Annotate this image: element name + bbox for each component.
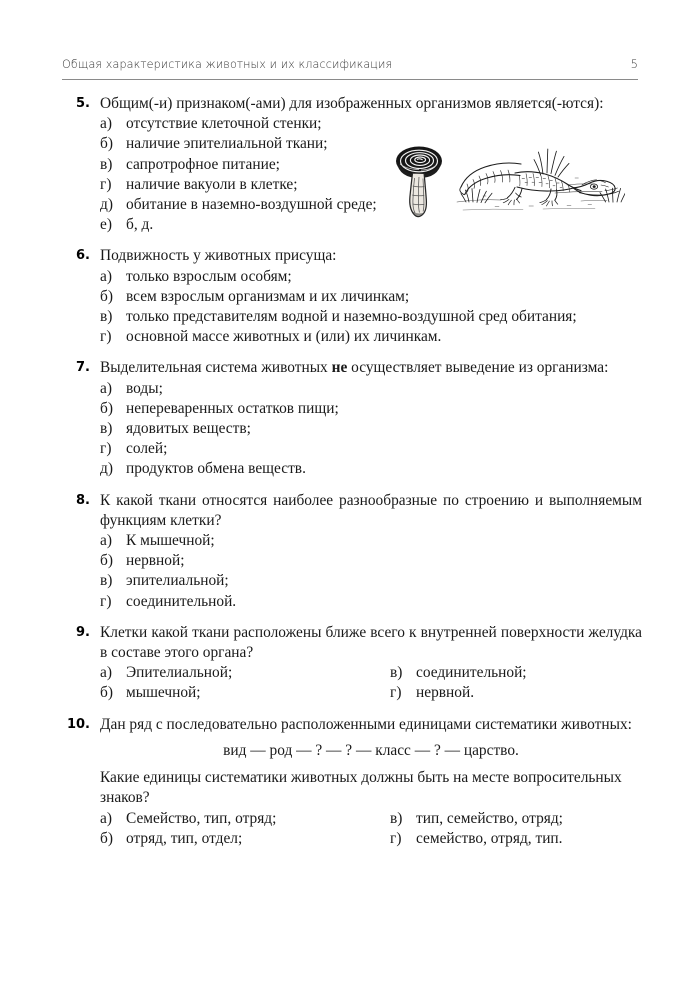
option-letter: в) bbox=[100, 155, 113, 173]
option-item[interactable] bbox=[100, 215, 642, 235]
question-7-stem-emphasis: не bbox=[331, 359, 348, 377]
question-5-options bbox=[100, 114, 642, 235]
option-text: наличие вакуоли в клетке; bbox=[126, 175, 298, 193]
question-7-stem-part1: Выделительная система животных bbox=[100, 359, 332, 377]
page-number: 5 bbox=[630, 57, 638, 71]
option-item[interactable] bbox=[100, 551, 642, 571]
option-letter: а) bbox=[100, 379, 112, 397]
option-item[interactable] bbox=[100, 175, 642, 195]
option-item[interactable] bbox=[100, 419, 642, 439]
option-text: К мышечной; bbox=[126, 532, 215, 550]
question-10-stem: Дан ряд с последовательно расположенными единицами систематики животных: bbox=[100, 715, 632, 733]
question-5 bbox=[62, 94, 642, 235]
option-item[interactable] bbox=[100, 287, 642, 307]
running-head bbox=[62, 57, 638, 71]
option-text: основной массе животных и (или) их личинкам. bbox=[126, 328, 442, 346]
option-item[interactable] bbox=[100, 195, 642, 215]
question-6 bbox=[62, 246, 642, 347]
option-item[interactable] bbox=[100, 114, 642, 134]
option-item[interactable] bbox=[100, 267, 642, 287]
option-letter: а) bbox=[100, 809, 112, 827]
question-9-number: 9. bbox=[76, 624, 90, 640]
option-text: нервной; bbox=[126, 552, 185, 570]
option-text: мышечной; bbox=[126, 684, 201, 702]
option-text: тип, семейство, отряд; bbox=[416, 809, 563, 827]
question-10-subquestion: Какие единицы систематики животных должны быть на месте вопросительных знаков? bbox=[100, 769, 622, 807]
question-8-number: 8. bbox=[76, 492, 90, 508]
option-item[interactable] bbox=[100, 683, 390, 703]
option-letter: а) bbox=[100, 532, 112, 550]
option-letter: д) bbox=[100, 460, 113, 478]
header-divider-rule bbox=[62, 79, 638, 80]
question-10-taxonomy-sequence: вид — род — ? — ? — класс — ? — царство. bbox=[223, 741, 519, 759]
question-9 bbox=[62, 623, 642, 704]
question-10-number: 10. bbox=[66, 716, 90, 732]
option-letter: а) bbox=[100, 267, 112, 285]
option-text: соединительной. bbox=[126, 592, 237, 610]
option-letter: б) bbox=[100, 829, 113, 847]
question-7 bbox=[62, 358, 642, 479]
option-letter: б) bbox=[100, 135, 113, 153]
option-letter: г) bbox=[100, 328, 112, 346]
option-letter: г) bbox=[390, 829, 402, 847]
option-text: отсутствие клеточной стенки; bbox=[126, 115, 322, 133]
option-item[interactable] bbox=[100, 399, 642, 419]
question-5-stem: Общим(-и) признаком(-ами) для изображенных организмов является(-ются): bbox=[100, 95, 604, 112]
question-8-options bbox=[100, 531, 642, 612]
option-text: нервной. bbox=[416, 684, 475, 702]
question-6-number: 6. bbox=[76, 248, 90, 264]
option-letter: в) bbox=[390, 664, 403, 682]
question-5-number: 5. bbox=[76, 96, 90, 111]
option-letter: а) bbox=[100, 115, 112, 133]
option-item[interactable] bbox=[100, 459, 642, 479]
running-head-title: Общая характеристика животных и их классификация bbox=[62, 58, 393, 71]
option-item[interactable] bbox=[100, 155, 642, 175]
option-text: сапротрофное питание; bbox=[126, 155, 280, 173]
option-item[interactable] bbox=[100, 592, 642, 612]
option-text: б, д. bbox=[126, 216, 154, 234]
option-letter: в) bbox=[100, 572, 113, 590]
option-letter: в) bbox=[100, 420, 113, 438]
option-item[interactable] bbox=[390, 809, 680, 829]
option-text: всем взрослым организмам и их личинкам; bbox=[126, 287, 410, 305]
option-letter: б) bbox=[100, 399, 113, 417]
option-text: семейство, отряд, тип. bbox=[416, 829, 563, 847]
option-text: продуктов обмена веществ. bbox=[126, 460, 306, 478]
option-item[interactable] bbox=[390, 829, 680, 849]
option-letter: г) bbox=[390, 684, 402, 702]
option-text: соединительной; bbox=[416, 664, 527, 682]
option-letter: г) bbox=[100, 440, 112, 458]
question-7-stem bbox=[100, 358, 642, 378]
option-letter: б) bbox=[100, 552, 113, 570]
option-item[interactable] bbox=[100, 134, 642, 154]
question-6-stem: Подвижность у животных присуща: bbox=[100, 247, 337, 265]
option-text: эпителиальной; bbox=[126, 572, 229, 590]
option-item[interactable] bbox=[390, 683, 680, 703]
option-text: воды; bbox=[126, 379, 163, 397]
option-item[interactable] bbox=[100, 379, 642, 399]
option-text: Эпителиальной; bbox=[126, 664, 233, 682]
option-letter: в) bbox=[100, 308, 113, 326]
option-text: наличие эпителиальной ткани; bbox=[126, 135, 328, 153]
question-8 bbox=[62, 491, 642, 612]
option-item[interactable] bbox=[390, 663, 680, 683]
option-letter: б) bbox=[100, 287, 113, 305]
option-letter: б) bbox=[100, 684, 113, 702]
option-letter: д) bbox=[100, 196, 113, 214]
option-text: солей; bbox=[126, 440, 168, 458]
question-9-stem: Клетки какой ткани расположены ближе всего к внутренней поверхности желудка в составе этого органа? bbox=[100, 623, 642, 662]
option-text: только представителям водной и наземно-воздушной сред обитания; bbox=[126, 308, 577, 326]
option-letter: г) bbox=[100, 175, 112, 193]
option-text: непереваренных остатков пищи; bbox=[126, 399, 339, 417]
question-10 bbox=[62, 715, 642, 849]
option-text: только взрослым особям; bbox=[126, 267, 292, 285]
option-text: ядовитых веществ; bbox=[126, 420, 251, 438]
option-item[interactable] bbox=[100, 307, 642, 327]
option-item[interactable] bbox=[100, 439, 642, 459]
option-letter: а) bbox=[100, 664, 112, 682]
option-letter: в) bbox=[390, 809, 403, 827]
option-item[interactable] bbox=[100, 663, 390, 683]
question-10-options bbox=[100, 809, 642, 849]
question-7-stem-part2: осуществляет выведение из организма: bbox=[347, 359, 609, 377]
option-item[interactable] bbox=[100, 809, 390, 829]
question-7-number: 7. bbox=[76, 360, 90, 376]
option-letter: г) bbox=[100, 592, 112, 610]
option-text: отряд, тип, отдел; bbox=[126, 829, 243, 847]
option-text: обитание в наземно-воздушной среде; bbox=[126, 196, 377, 214]
option-item[interactable] bbox=[100, 531, 642, 551]
option-text: Семейство, тип, отряд; bbox=[126, 809, 277, 827]
option-item[interactable] bbox=[100, 829, 390, 849]
question-9-options bbox=[100, 663, 642, 703]
question-8-stem: К какой ткани относятся наиболее разнообразные по строению и выполняемым функциям клетки? bbox=[100, 491, 642, 529]
option-item[interactable] bbox=[100, 571, 642, 591]
question-6-options bbox=[100, 267, 642, 348]
option-item[interactable] bbox=[100, 327, 642, 347]
option-letter: е) bbox=[100, 216, 112, 234]
question-7-options bbox=[100, 379, 642, 480]
questions-container bbox=[62, 94, 642, 860]
